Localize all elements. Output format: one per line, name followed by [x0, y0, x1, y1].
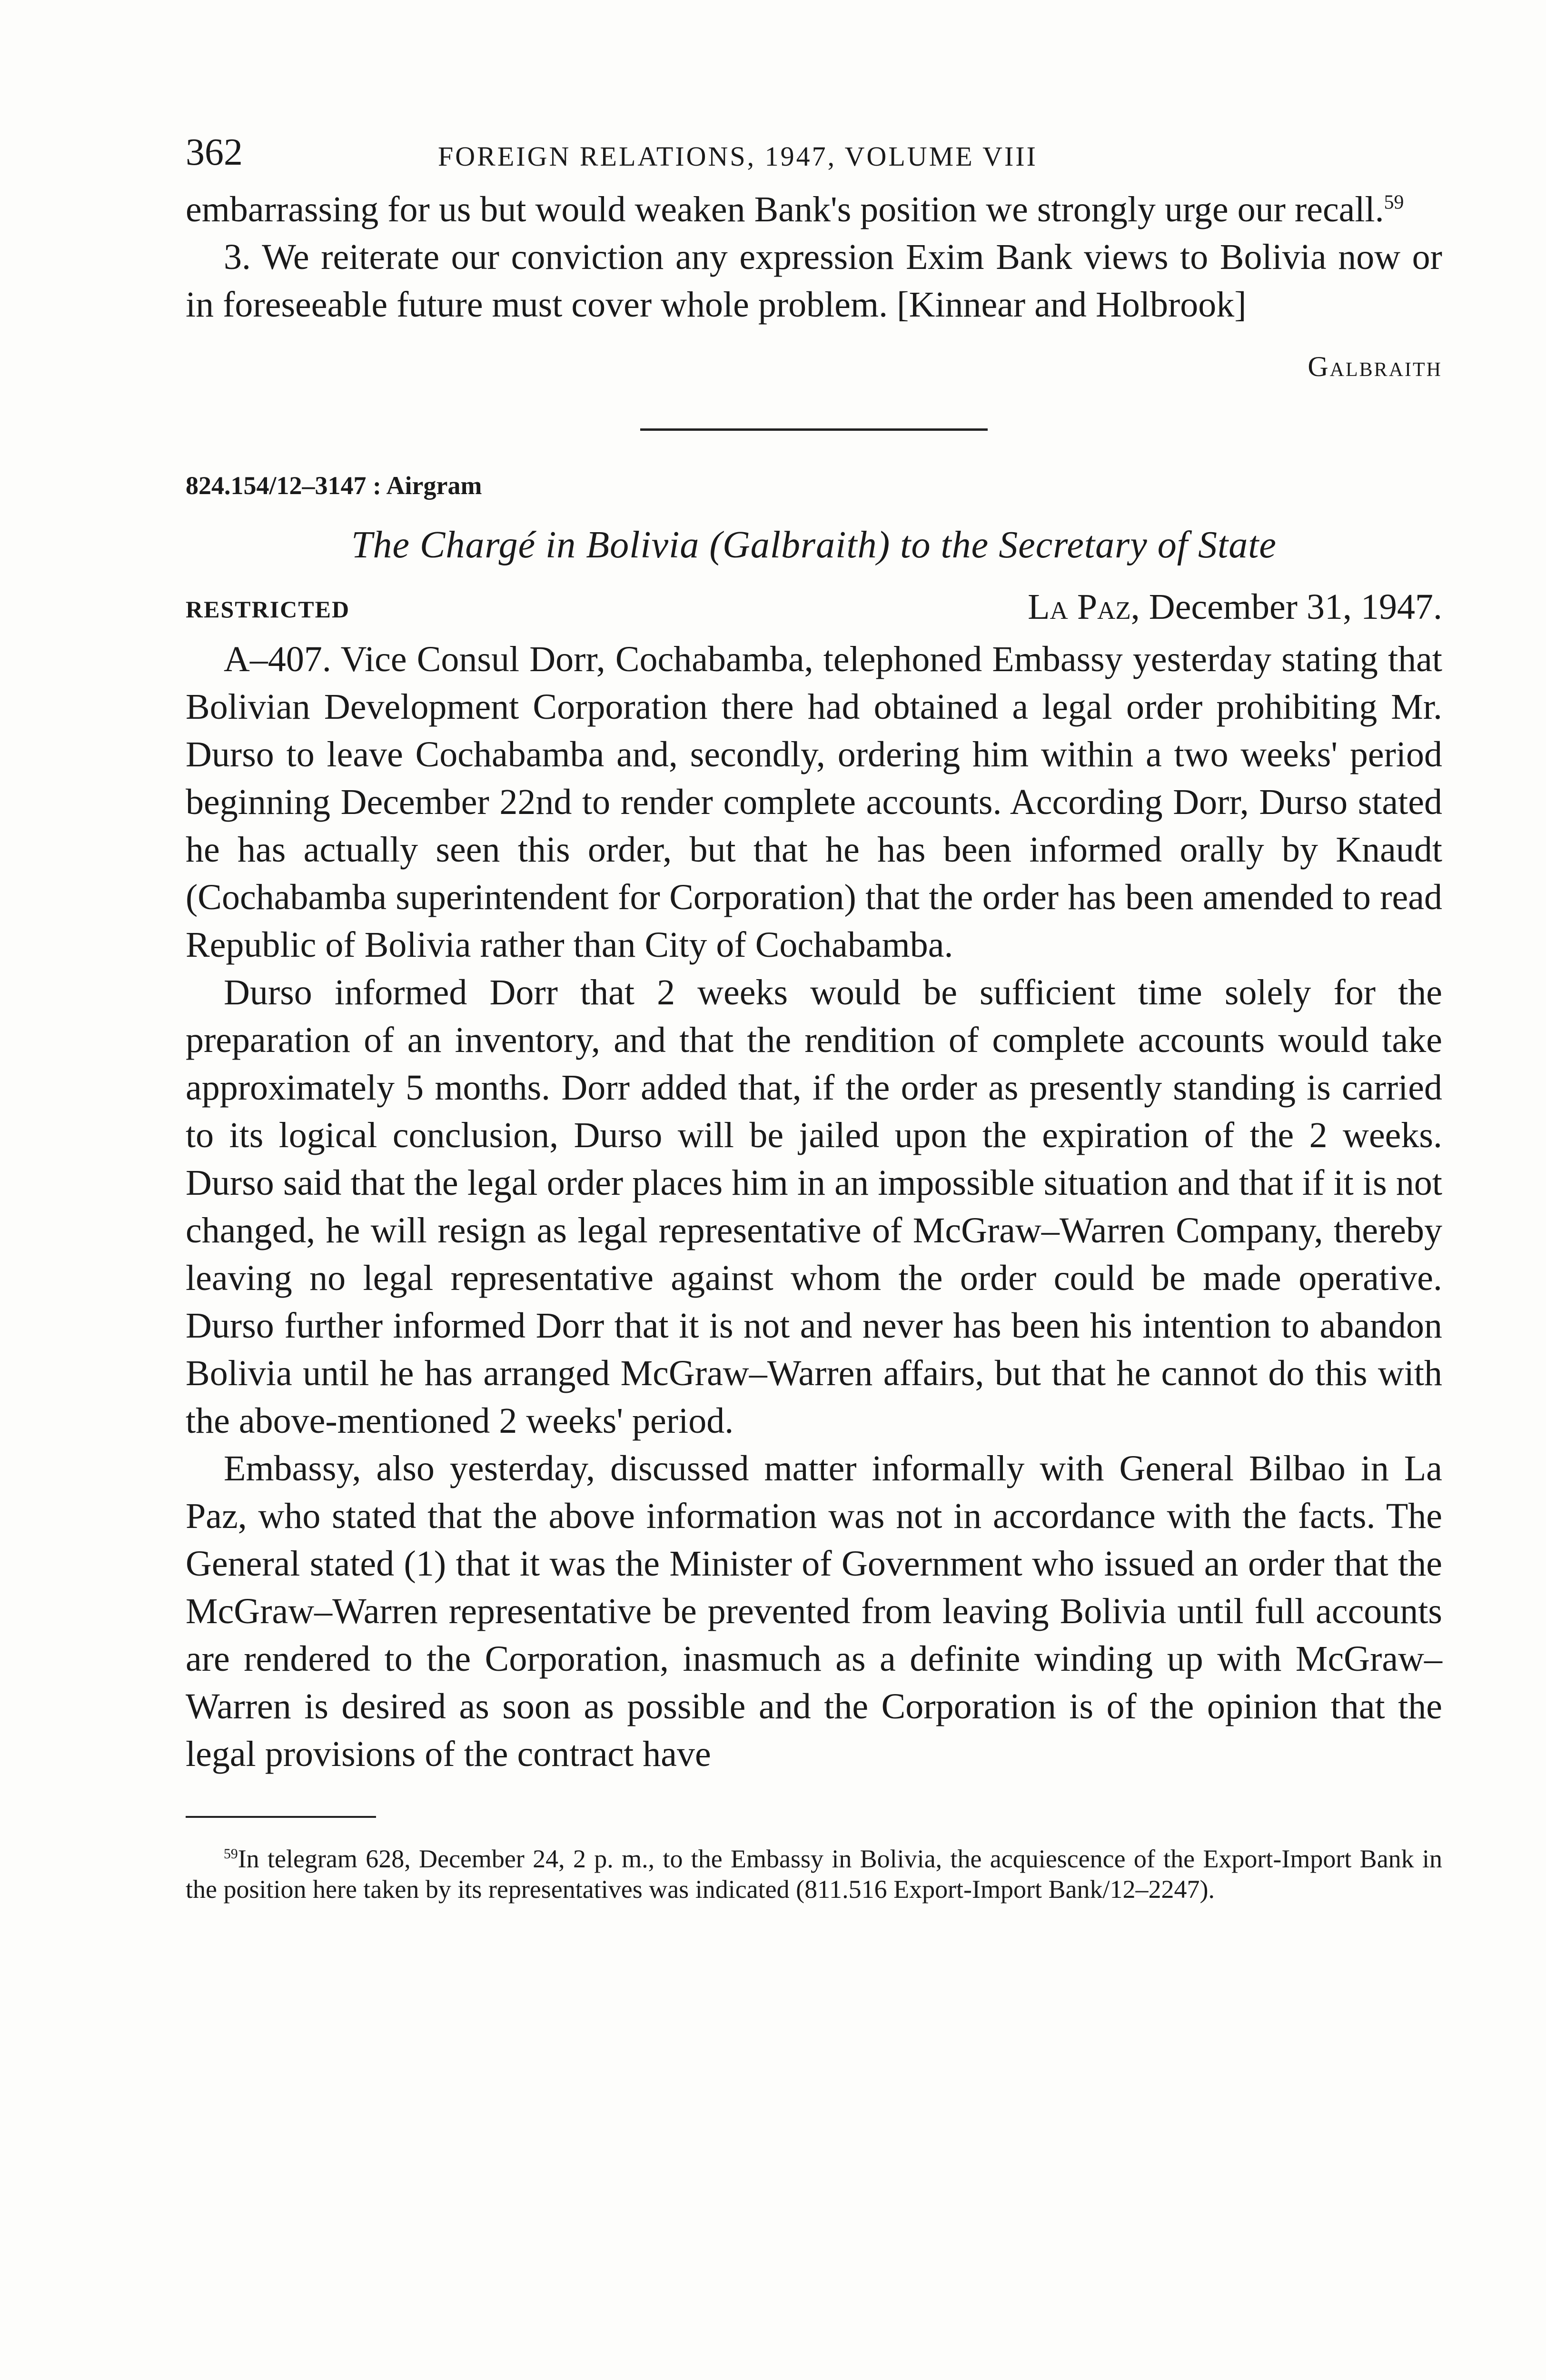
body-paragraph-1: A–407. Vice Consul Dorr, Cochabamba, telephoned Embassy yesterday stating that Bolivian Development Corporation there had obtained a legal order prohibiting Mr. Durso to leave Cochabamba and, secondly, ordering him within a two weeks' period beginning December 22nd to render complete accounts. According Dorr, Durso stated he has actually seen this order, but that he has been informed orally by Knaudt (Cochabamba superintendent for Corporation) that the order has been amended to read Republic of Bolivia rather than City of Cochabamba.	[186, 639, 1442, 965]
footnote-divider	[186, 1816, 376, 1818]
continuation-paragraph	[186, 186, 1442, 233]
page-number: 362	[186, 131, 243, 173]
document-page	[186, 129, 1442, 1930]
classification-label: RESTRICTED	[186, 596, 350, 623]
dateline-row	[186, 583, 1442, 635]
section-divider	[640, 428, 988, 431]
file-reference: 824.154/12–3147 : Airgram	[186, 471, 482, 500]
footnote-reference: 59	[1384, 191, 1404, 214]
dateline	[1028, 583, 1442, 631]
body-paragraph-2: Durso informed Dorr that 2 weeks would be sufficient time solely for the preparation of an inventory, and that the rendition of complete accounts would take approximately 5 months. Dorr added that, if the order as presently standing is carried to its logical conclusion, Durso will be jailed upon the expiration of the 2 weeks. Durso said that the legal order places him in an impossible situation and that if it is not changed, he will resign as legal representative of McGraw–Warren Company, thereby leaving no legal representative against whom the order could be made operative. Durso further informed Dorr that it is not and never has been his intention to abandon Bolivia until he has arranged McGraw–Warren affairs, but that he cannot do this with the above-mentioned 2 weeks' period.	[186, 972, 1442, 1441]
footnote-marker: 59	[224, 1846, 238, 1862]
point-3-paragraph: 3. We reiterate our conviction any expression Exim Bank views to Bolivia now or in foreseeable future must cover whole problem. [Kinnear and Holbrook]	[186, 237, 1442, 325]
signature: Galbraith	[1308, 351, 1442, 382]
body-paragraph-3: Embassy, also yesterday, discussed matter informally with General Bilbao in La Paz, who stated that the above information was not in accordance with the facts. The General stated (1) that it was the Minister of Government who issued an order that the McGraw–Warren representative be prevented from leaving Bolivia until full accounts are rendered to the Corporation, inasmuch as a definite winding up with McGraw–Warren is desired as soon as possible and the Corporation is of the opinion that the legal provisions of the contract have	[186, 1448, 1442, 1774]
dateline-date: , December 31, 1947.	[1130, 587, 1442, 627]
dateline-place: La Paz	[1028, 587, 1131, 627]
running-title: FOREIGN RELATIONS, 1947, VOLUME VIII	[438, 141, 1038, 172]
document-body	[186, 635, 1442, 1778]
continuation-text: embarrassing for us but would weaken Bank's position we strongly urge our recall.	[186, 189, 1384, 229]
previous-document-ending	[186, 186, 1442, 390]
running-header	[186, 129, 1442, 186]
document-title: The Chargé in Bolivia (Galbraith) to the Secretary of State	[351, 524, 1277, 566]
footnote-text: In telegram 628, December 24, 2 p. m., to the Embassy in Bolivia, the acquiescence of the Export-Import Bank in the position here taken by its representatives was indicated (811.516 Export-Import Bank/12–2247).	[186, 1844, 1442, 1904]
footnote	[186, 1844, 1442, 1904]
